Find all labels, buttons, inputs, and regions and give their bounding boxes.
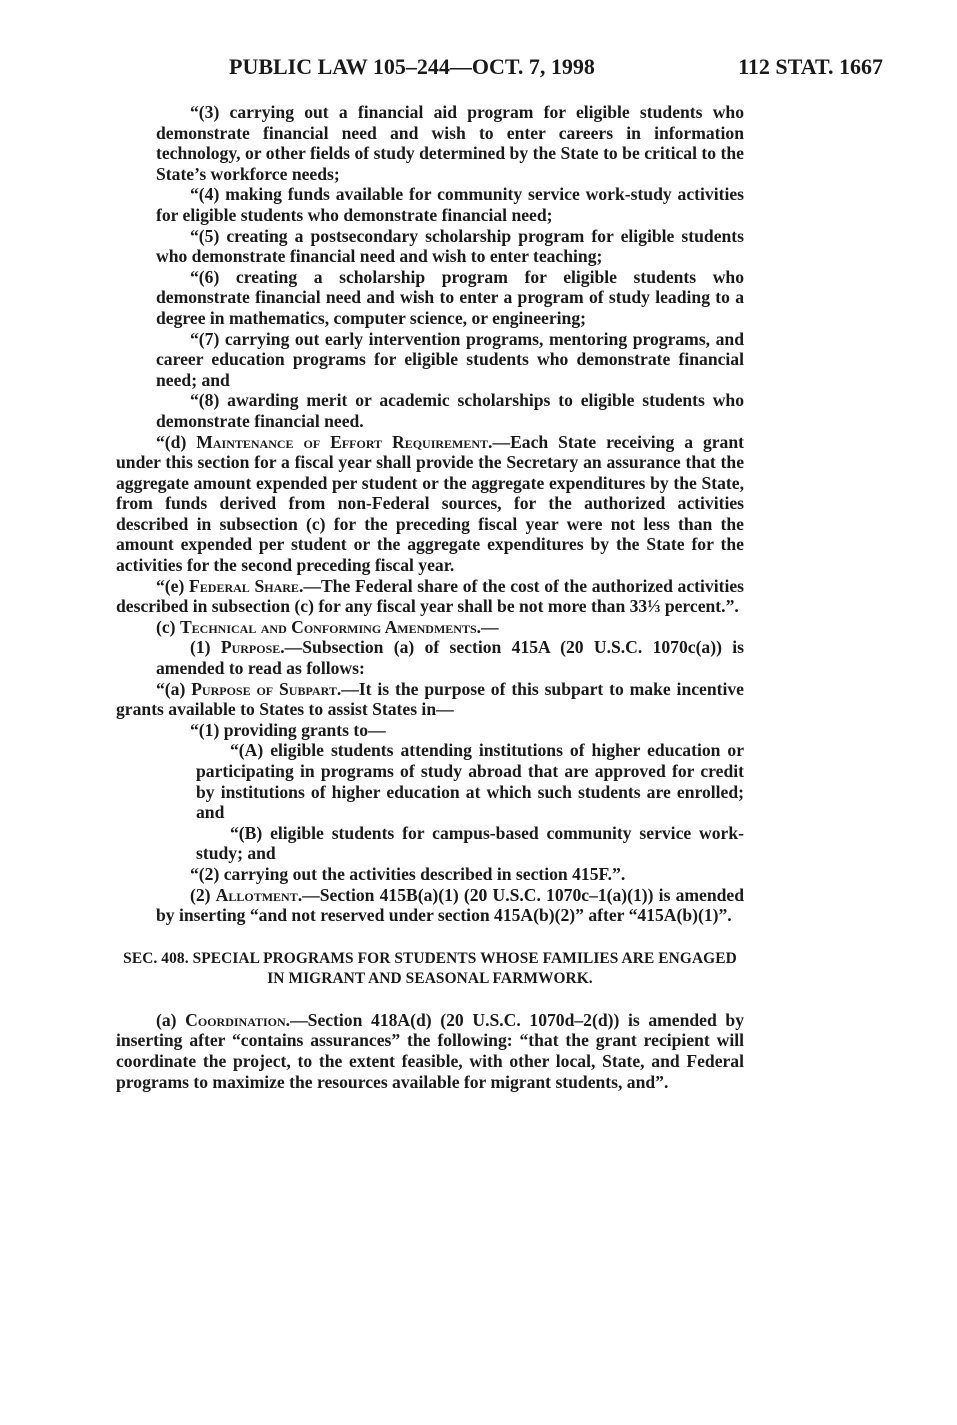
paragraph-5: “(5) creating a postsecondary scholarship program for eligible students who demonstrate financial need and wish to enter teaching; [156,225,744,267]
coordination-text: —Section 418A(d) (20 U.S.C. 1070d–2(d)) is amended by inserting after “contains assurances” the following: “that the grant recipient will coordinate the project, to the extent feasible, with other local, State, and Federal programs to maximize the resources available for migrant students, and”. [116,1009,744,1092]
list-block-grants [116,740,744,864]
section-heading: SEC. 408. SPECIAL PROGRAMS FOR STUDENTS WHOSE FAMILIES ARE ENGAGED IN MIGRANT AND SEASONAL FARMWORK. [123,949,737,987]
paragraph-7: “(7) carrying out early intervention programs, mentoring programs, and career education programs for eligible students who demonstrate financial need; and [156,328,744,390]
coordination-prefix: (a) [156,1009,186,1030]
subsection-a-prefix: “(a) [156,678,192,699]
subsection-e-heading: Federal Share. [189,575,304,596]
subsection-e-text: —The Federal share of the cost of the authorized activities described in subsection (c) for any fiscal year shall be not more than 33⅓ percent.”. [116,575,744,617]
paragraph-c1-text: —Subsection (a) of section 415A (20 U.S.C. 1070c(a)) is amended to read as follows: [156,637,744,679]
subsection-a-heading: Purpose of Subpart. [191,678,342,699]
subsection-c-prefix: (c) [156,616,180,637]
list-block-purpose [116,637,744,678]
paragraph-6: “(6) creating a scholarship program for eligible students who demonstrate financial need and wish to enter a program of study leading to a degree in mathematics, computer science, or engineering; [156,266,744,328]
paragraph-c1 [156,637,744,678]
header-stat-page: 112 STAT. 1667 [738,54,883,79]
subsection-e-prefix: “(e) [156,575,190,596]
paragraph-aA: “(A) eligible students attending institutions of higher education or participating in programs of study abroad that are approved for credit by institutions of higher education at which such students are enrolled; and [196,740,744,823]
paragraph-c2-text: —Section 415B(a)(1) (20 U.S.C. 1070c–1(a)(1)) is amended by inserting “and not reserved under section 415A(b)(2)” after “415A(b)(1)”. [156,884,744,926]
paragraph-c1-prefix: (1) [190,637,221,658]
subsection-c [116,617,744,638]
paragraph-8: “(8) awarding merit or academic scholarships to eligible students who demonstrate financial need. [156,390,744,431]
list-block-state-activities [116,102,744,432]
subsection-coordination [116,1010,744,1092]
paragraph-aB: “(B) eligible students for campus-based community service work-study; and [196,822,744,864]
coordination-heading: Coordination. [185,1009,291,1030]
subsection-d [116,432,744,576]
subsection-d-prefix: “(d) [156,431,197,452]
paragraph-c1-heading: Purpose. [220,637,285,658]
paragraph-c2-prefix: (2) [190,884,216,905]
document-body [116,102,744,1092]
subsection-e [116,576,744,617]
header-title: PUBLIC LAW 105–244—OCT. 7, 1998 [229,54,595,79]
subsection-a-purpose [116,679,744,720]
paragraph-4: “(4) making funds available for community service work-study activities for eligible students who demonstrate financial need; [156,184,744,225]
paragraph-a1: “(1) providing grants to— [190,719,386,740]
list-block-a2 [116,864,744,926]
subsection-d-text: —Each State receiving a grant under this section for a fiscal year shall provide the Secretary an assurance that the aggregate amount expended per student or the aggregate expenditures by the State, from funds derived from non-Federal sources, for the authorized activities described in subsection (c) for the preceding fiscal year were not less than the amount expended per student or the aggregate expenditures by the State for the activities for the second preceding fiscal year. [116,431,744,576]
subsection-c-dash: — [481,616,499,637]
paragraph-c2 [156,885,744,926]
paragraph-a2: “(2) carrying out the activities described in section 415F.”. [190,863,626,884]
subsection-d-heading: Maintenance of Effort Requirement. [196,431,493,452]
list-block-a1 [116,720,744,741]
subsection-c-heading: Technical and Conforming Amendments. [179,616,482,637]
paragraph-3: “(3) carrying out a financial aid program for eligible students who demonstrate financial need and wish to enter careers in information technology, or other fields of study determined by the State to be critical to the State’s workforce needs; [156,102,744,184]
running-header [225,54,883,84]
paragraph-c2-heading: Allotment. [215,884,303,905]
subsection-a-text: —It is the purpose of this subpart to make incentive grants available to States to assist States in— [116,678,744,720]
